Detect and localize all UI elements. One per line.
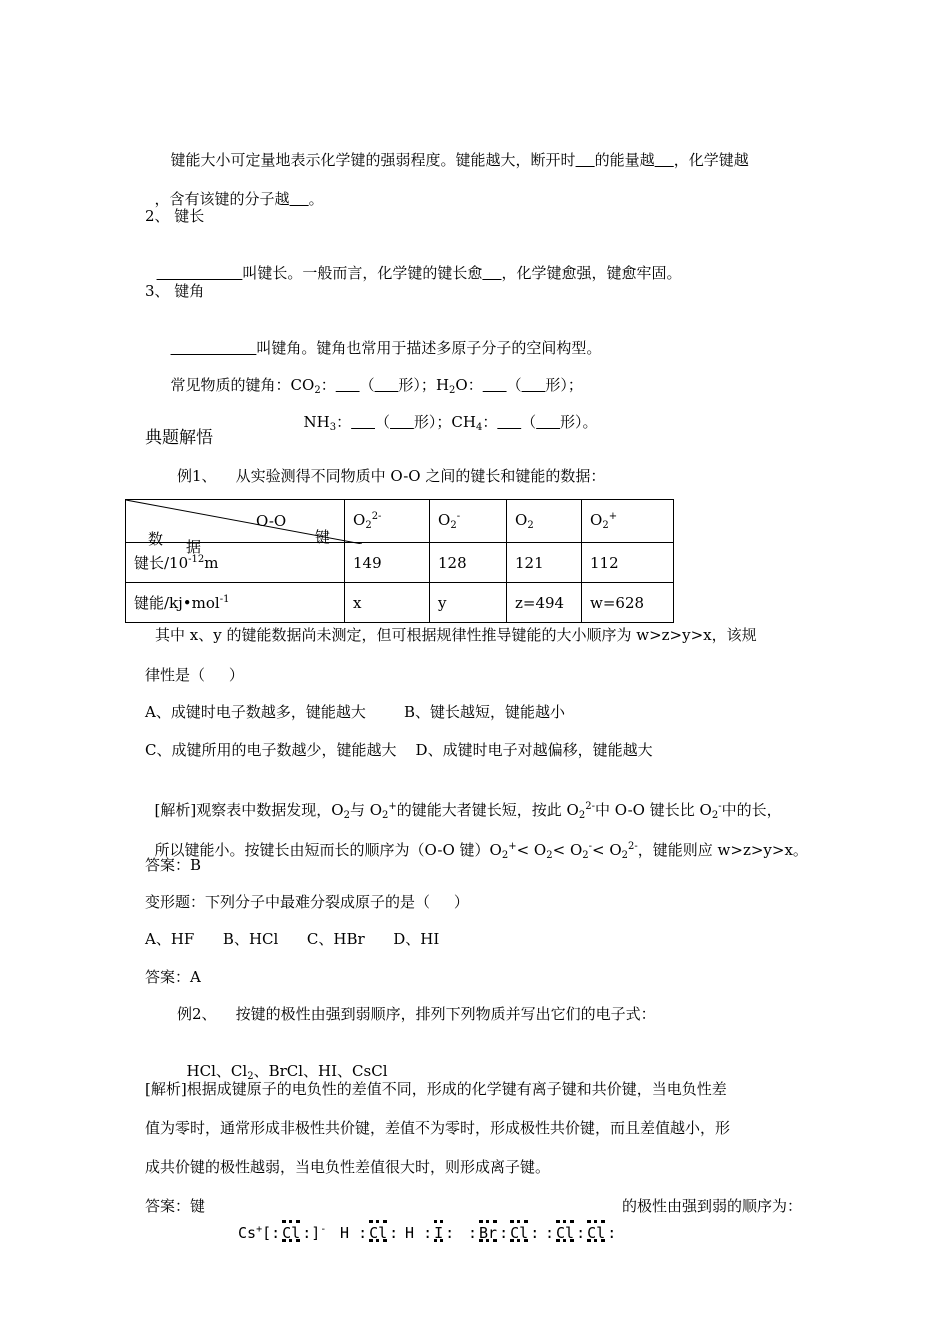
bond-data-table	[125, 499, 674, 623]
lewis-brcl: : Br : Cl :	[468, 1224, 540, 1242]
table-cell: x	[345, 583, 430, 623]
table-cell: 121	[507, 543, 582, 583]
blank[interactable]	[482, 264, 501, 282]
lewis-hi: H : I :	[405, 1224, 455, 1242]
lewis-cscl: Cs+[: Cl :]-	[238, 1224, 327, 1242]
lewis-cl2: : Cl : Cl :	[545, 1224, 617, 1242]
question-1-text-cont: 律性是（ ）	[145, 666, 244, 684]
analysis-1-line1: [解析]观察表中数据发现，$O_2$与 $O_2^+$的键能大者键长短，按此 $O_2^{2-}$中 O-O 键长比 $O_2^-$中的长，	[154, 801, 782, 821]
column-header: $O_2^-$	[430, 500, 507, 543]
column-header: $O_2$	[507, 500, 582, 543]
table-cell: y	[430, 583, 507, 623]
answer-3-suffix: 的极性由强到弱的顺序为：	[622, 1197, 803, 1215]
answer-1: 答案：B	[145, 856, 202, 874]
row-label: 键长$/10^{-12}m$	[126, 543, 345, 583]
answer-3-prefix: 答案：键	[145, 1197, 206, 1215]
analysis-2-line2: 值为零时，通常形成非极性共价键，差值不为零时，形成极性共价键，而且差值越小，形	[145, 1119, 731, 1137]
blank[interactable]	[290, 190, 309, 208]
column-header: $O_2^+$	[582, 500, 674, 543]
analysis-1-line2: 所以键能小。按键长由短而长的顺序为（O-O 键）$O_2^+< O_2< O_2^-< O_2^{2-}$，键能则应 w>z>y>x。	[154, 841, 808, 861]
column-header: $O_2^{2-}$	[345, 500, 430, 543]
blank[interactable]	[536, 413, 560, 431]
example-1-title: 例1、 从实验测得不同物质中 O-O 之间的键长和键能的数据：	[177, 467, 606, 485]
table-cell: w=628	[582, 583, 674, 623]
common-bond-angles-line2: $NH_3$： （ 形）；$CH_4$： （ 形）。	[303, 413, 598, 433]
analysis-2-line3: 成共价键的极性越弱，当电负性差值很大时，则形成离子键。	[145, 1158, 551, 1176]
section-heading: 典题解悟	[145, 428, 213, 448]
table-cell: 149	[345, 543, 430, 583]
blank[interactable]	[351, 413, 375, 431]
table-row	[126, 583, 674, 623]
corner-label: 据	[186, 538, 202, 556]
example-2-title: 例2、 按键的极性由强到弱顺序，排列下列物质并写出它们的电子式：	[177, 1005, 656, 1023]
blank[interactable]	[390, 413, 414, 431]
section-bond-angle: 3、 键角	[145, 282, 205, 300]
corner-label: 键	[315, 528, 331, 546]
blank[interactable]	[497, 413, 521, 431]
bond-energy-sentence: 键能大小可定量地表示化学键的强弱程度。键能越大，断开时 的能量越 ，化学键越	[170, 151, 749, 169]
row-label: 键能/kj•mol$^{-1}$	[126, 583, 345, 623]
table-cell: z=494	[507, 583, 582, 623]
table-header-row	[126, 500, 674, 543]
question-1-text: 其中 x、y 的键能数据尚未测定，但可根据规律性推导键能的大小顺序为 w>z>y>x，该规	[155, 626, 757, 644]
table-row	[126, 543, 674, 583]
variant-options: A、HF B、HCl C、HBr D、HI	[145, 930, 440, 948]
corner-label: 数	[148, 530, 164, 548]
options-cd: C、成键所用的电子数越少，键能越大 D、成键时电子对越偏移，键能越大	[145, 741, 653, 759]
options-ab: A、成键时电子数越多，键能越大 B、键长越短，键能越小	[145, 703, 566, 721]
bond-angle-definition: 叫键角。键角也常用于描述多原子分子的空间构型。	[161, 318, 601, 358]
table-cell: 128	[430, 543, 507, 583]
lewis-hcl: H : Cl :	[340, 1224, 399, 1242]
blank[interactable]	[157, 264, 243, 282]
blank[interactable]	[576, 151, 595, 169]
section-bond-length: 2、 键长	[145, 207, 205, 225]
bond-energy-sentence-cont: ，含有该键的分子越 。	[154, 190, 324, 208]
analysis-2-line1: [解析]根据成键原子的电负性的差值不同，形成的化学键有离子键和共价键，当电负性差	[145, 1080, 727, 1098]
table-cell: 112	[582, 543, 674, 583]
table-corner-cell	[126, 500, 345, 556]
example-2-substances: HCl、$Cl_2$、BrCl、HI、CsCl	[186, 1062, 388, 1082]
corner-label: O-O	[256, 512, 287, 530]
bond-length-definition: 叫键长。一般而言，化学键的键长愈 ，化学键愈强，键愈牢固。	[147, 243, 681, 283]
common-bond-angles-line1: 常见物质的键角：$CO_2$： （ 形）；$H_2O$： （ 形）；	[170, 376, 583, 396]
blank[interactable]	[655, 151, 674, 169]
variant-question: 变形题：下列分子中最难分裂成原子的是（ ）	[145, 893, 469, 911]
answer-2: 答案：A	[145, 968, 201, 986]
